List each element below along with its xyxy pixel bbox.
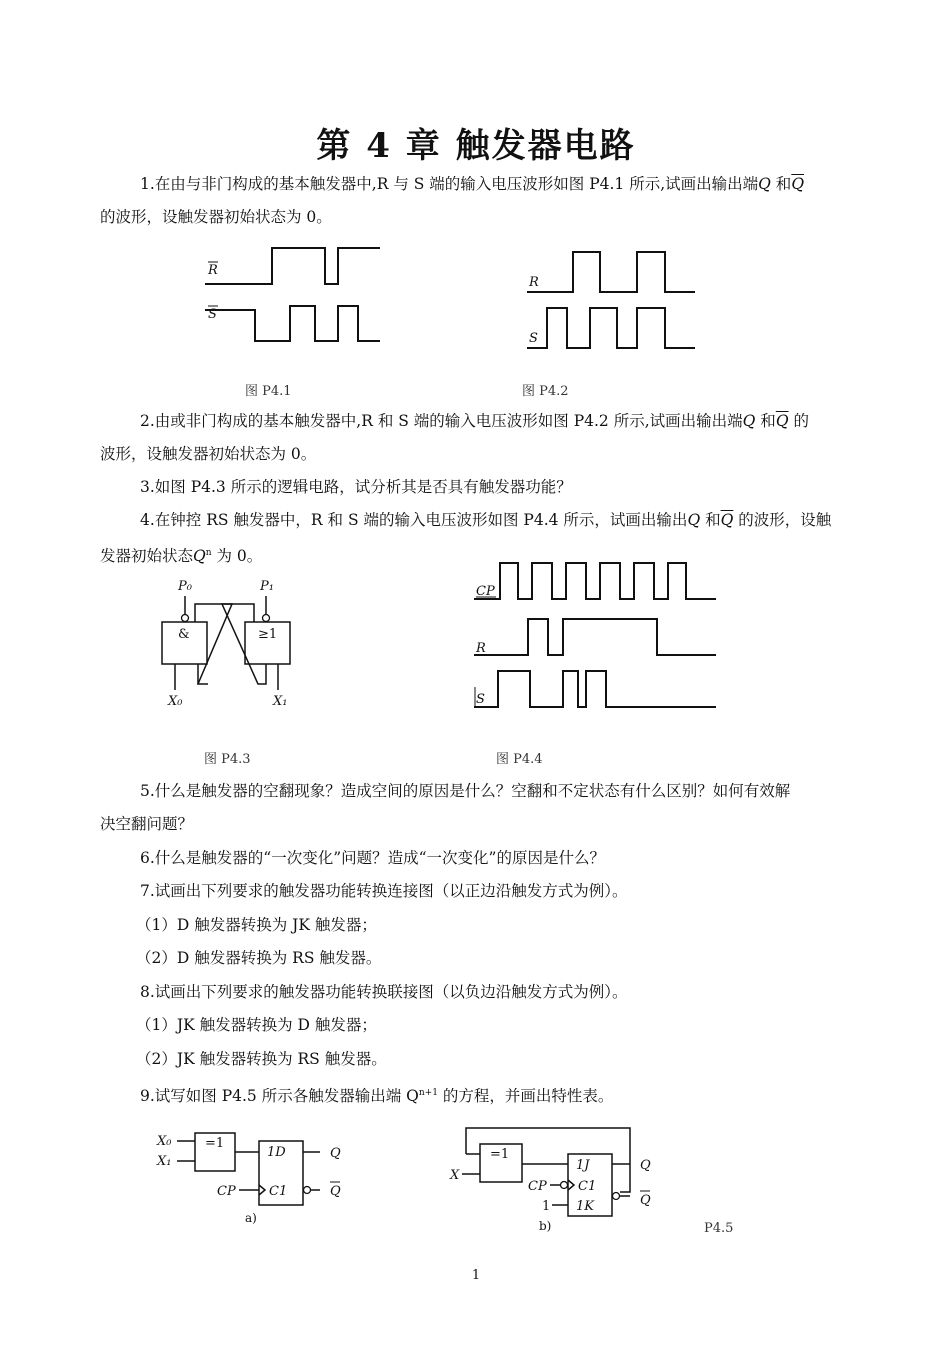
question-5-line2: 决空翻问题？ [100, 815, 194, 833]
q-output-label: Q [330, 1146, 341, 1161]
question-8: 8.试画出下列要求的触发器功能转换联接图（以负边沿触发方式为例）。 [140, 983, 628, 1001]
s-waveform [474, 671, 716, 707]
question-2-line2: 波形，设触发器初始状态为 0。 [100, 445, 317, 463]
c1-label: C1 [269, 1184, 288, 1199]
q-symbol: Q [742, 412, 756, 430]
and-word: 和 [770, 175, 792, 193]
s-waveform [527, 308, 695, 348]
question-5-line1: 5.什么是触发器的空翻现象？造成空间的原因是什么？空翻和不定状态有什么区别？如何有效解 [140, 782, 791, 800]
question-5 [100, 775, 860, 841]
qbar-symbol: $\overline{Q}$ [791, 175, 805, 193]
q-symbol: Q [687, 511, 701, 529]
question-1-line2: 的波形，设触发器初始状态为 0。 [100, 208, 332, 226]
cp-label: CP [217, 1184, 236, 1199]
p0-label: P₀ [178, 579, 192, 594]
qbar-output-label: Q [330, 1184, 341, 1199]
qn-symbol: Q [193, 547, 206, 566]
figure-p4-1 [200, 238, 400, 363]
r-waveform [527, 252, 695, 292]
question-1-text: 1.在由与非门构成的基本触发器中,R 与 S 端的输入电压波形如图 P4.1 所示,试画出输出端 [140, 175, 759, 193]
question-4-line2b: 为 0。 [211, 547, 263, 566]
x1-label: X₁ [273, 694, 288, 709]
figure-p4-1-caption: 图 P4.1 [245, 384, 292, 399]
r-label: R [529, 275, 539, 290]
r-label: R [208, 263, 218, 278]
xor-symbol: =1 [205, 1136, 225, 1151]
s-label: S [529, 331, 538, 346]
r-label: R [476, 641, 486, 656]
d-input-label: 1D [267, 1145, 286, 1160]
question-4-tail: 的波形，设触 [733, 511, 832, 529]
question-7-item-2: （2）D 触发器转换为 RS 触发器。 [136, 949, 382, 967]
q-output-label: Q [640, 1158, 651, 1173]
question-4-line2a: 发器初始状态 [100, 547, 194, 566]
cp-waveform [474, 563, 716, 599]
r-waveform [205, 248, 380, 284]
question-9-text-b: 的方程，并画出特性表。 [437, 1087, 614, 1106]
constant-one-label: 1 [542, 1199, 551, 1214]
question-2-text: 2.由或非门构成的基本触发器中,R 和 S 端的输入电压波形如图 P4.2 所示,试画出输出端 [140, 412, 743, 430]
s-label: S [208, 307, 217, 322]
question-4-text: 4.在钟控 RS 触发器中，R 和 S 端的输入电压波形如图 P4.4 所示，试画出输出 [140, 511, 688, 529]
or-gate-symbol: ≥1 [258, 627, 278, 642]
and-word: 和 [700, 511, 721, 529]
subfigure-b-label: b) [539, 1219, 552, 1233]
s-label: S [476, 692, 485, 707]
question-8-item-2: （2）JK 触发器转换为 RS 触发器。 [136, 1050, 387, 1068]
j-input-label: 1J [576, 1158, 590, 1173]
figure-p4-2-caption: 图 P4.2 [522, 384, 569, 399]
xor-symbol: =1 [490, 1147, 510, 1162]
question-7-item-1: （1）D 触发器转换为 JK 触发器； [136, 916, 377, 934]
r-waveform [474, 619, 716, 655]
subfigure-a-label: a) [245, 1211, 257, 1225]
and-gate-symbol: & [178, 627, 190, 642]
figure-p4-2 [525, 240, 700, 355]
qbar-symbol: $\overline{Q}$ [720, 511, 734, 529]
cp-label: CP [476, 584, 495, 599]
s-waveform [205, 306, 380, 341]
cp-label: CP [528, 1179, 547, 1194]
k-input-label: 1K [576, 1199, 594, 1214]
and-word: 和 [755, 412, 776, 430]
question-2 [100, 405, 860, 471]
x-input-label: X [450, 1168, 460, 1183]
question-8-item-1: （1）JK 触发器转换为 D 触发器； [136, 1016, 377, 1034]
figure-p4-5-b [448, 1124, 668, 1239]
qbar-output-label: Q [640, 1193, 651, 1208]
x1-label: X₁ [157, 1154, 172, 1169]
question-7: 7.试画出下列要求的触发器功能转换连接图（以正边沿触发方式为例）。 [140, 882, 628, 900]
question-9-superscript: n+1 [418, 1088, 438, 1098]
question-4-line2 [60, 537, 262, 573]
question-1 [100, 168, 860, 234]
question-3: 3.如图 P4.3 所示的逻辑电路，试分析其是否具有触发器功能？ [140, 478, 572, 496]
q-symbol: Q [758, 175, 771, 193]
c1-label: C1 [578, 1179, 597, 1194]
question-9 [100, 1077, 860, 1113]
figure-p4-3 [140, 572, 325, 712]
x0-label: X₀ [157, 1134, 172, 1149]
question-2-tail: 的 [788, 412, 809, 430]
page-number: 1 [471, 1268, 481, 1283]
figure-p4-4 [470, 555, 725, 715]
figure-p4-3-caption: 图 P4.3 [204, 752, 251, 767]
question-9-text-a: 9.试写如图 P4.5 所示各触发器输出端 Q [140, 1087, 419, 1106]
x0-label: X₀ [168, 694, 183, 709]
qbar-symbol: $\overline{Q}$ [775, 412, 789, 430]
figure-p4-5-caption: P4.5 [704, 1221, 734, 1236]
figure-p4-4-caption: 图 P4.4 [496, 752, 543, 767]
figure-p4-5-a [155, 1125, 355, 1230]
chapter-title: 第 4 章 触发器电路 [316, 126, 636, 166]
qn-superscript: n [205, 548, 212, 558]
question-6: 6.什么是触发器的“一次变化”问题？造成“一次变化”的原因是什么？ [140, 849, 605, 867]
p1-label: P₁ [260, 579, 274, 594]
